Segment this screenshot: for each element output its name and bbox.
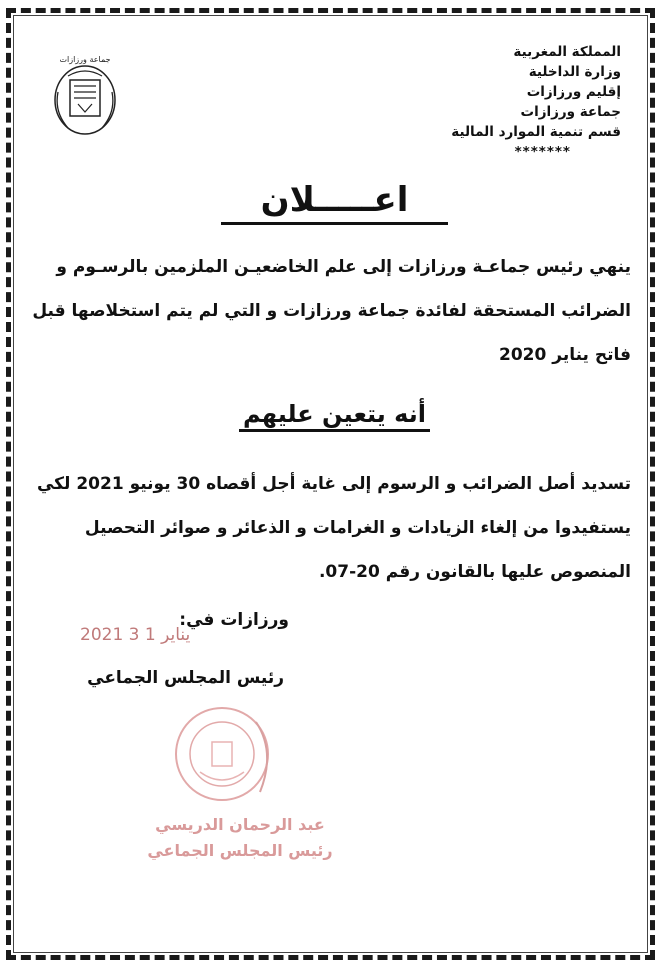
- announcement-title-text: اعـــــلان: [221, 180, 449, 225]
- header-stars: *******: [514, 144, 571, 160]
- announcement-title: [0, 180, 669, 220]
- obligation-paragraph: تسديد أصل الضرائب و الرسوم إلى غاية أجل أقصاه 30 يونيو 2021 لكي يستفيدوا من إلغاء الزيادات و الغرامات و الذعائر و صوائر التحصيل المنصوص عليها بالقانون رقم 20-07.: [36, 474, 631, 582]
- header-line-ministry: وزارة الداخلية: [528, 64, 621, 80]
- svg-text:جماعة ورزازات: جماعة ورزازات: [59, 55, 111, 64]
- intro-paragraph: ينهي رئيس جماعـة ورزازات إلى علم الخاضعيـن الملزمين بالرسـوم و الضرائب المستحقة لفائدة جماعة ورزازات و التي لم يتم استخلاصها قبل فاتح يناير 2020: [32, 257, 631, 365]
- signature-stamp: [140, 812, 340, 864]
- signatory-title: رئيس المجلس الجماعي: [87, 668, 284, 688]
- municipal-emblem-icon: [48, 52, 122, 140]
- official-seal-icon: [160, 702, 300, 822]
- obligation-heading: [0, 400, 669, 428]
- signature-name: عبد الرحمان الدريسي: [155, 815, 325, 834]
- place-label: ورزازات في:: [179, 610, 289, 630]
- header-line-commune: جماعة ورزازات: [520, 104, 621, 120]
- header-line-province: إقليم ورزازات: [526, 84, 621, 100]
- date-stamp: 2021 يناير 1 3: [80, 625, 191, 645]
- signature-role: رئيس المجلس الجماعي: [147, 841, 333, 860]
- header-line-kingdom: المملكة المغربية: [513, 44, 621, 60]
- document-header: [381, 42, 621, 162]
- obligation-heading-text: أنه يتعين عليهم: [239, 400, 430, 432]
- header-line-department: قسم تنمية الموارد المالية: [451, 124, 621, 140]
